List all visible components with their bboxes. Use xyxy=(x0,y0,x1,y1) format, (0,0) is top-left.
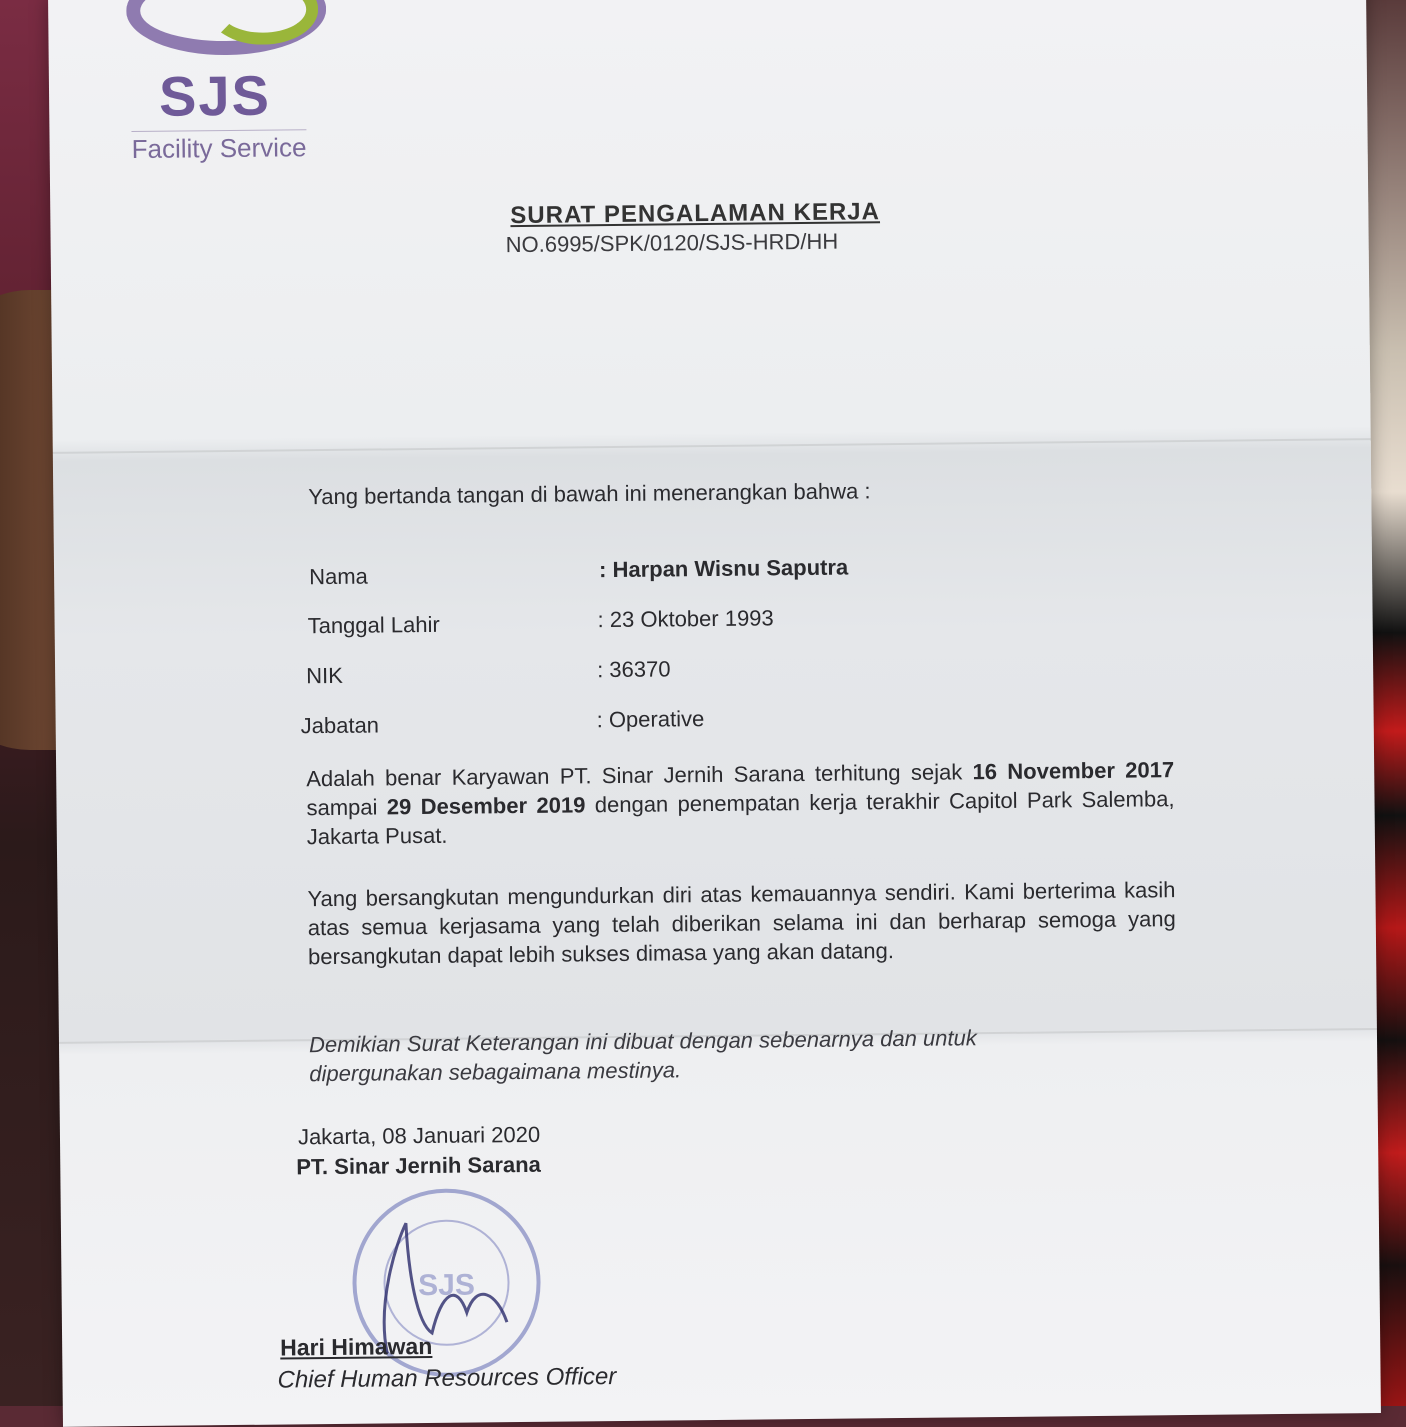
logo-name: SJS xyxy=(158,63,272,128)
employment-text-3: dengan penempatan kerja terakhir Capitol Park Salemba, Jakarta Pusat. xyxy=(306,786,1175,850)
logo-subtitle: Facility Service xyxy=(131,129,306,165)
field-label-nik: NIK xyxy=(306,662,343,689)
field-value-nik: : 36370 xyxy=(596,656,671,683)
paragraph-employment xyxy=(306,755,1175,851)
field-value-tanggal-lahir: : 23 Oktober 1993 xyxy=(597,605,774,633)
signer-name: Hari Himawan xyxy=(280,1332,433,1361)
signer-title: Chief Human Resources Officer xyxy=(277,1363,617,1394)
start-date: 16 November 2017 xyxy=(972,757,1175,785)
letter-number: NO.6995/SPK/0120/SJS-HRD/HH xyxy=(505,228,839,258)
end-date: 29 Desember 2019 xyxy=(386,792,586,820)
company-logo xyxy=(88,4,330,165)
field-label-jabatan: Jabatan xyxy=(300,712,380,739)
place-date: Jakarta, 08 Januari 2020 xyxy=(297,1121,541,1150)
svg-text:SJS: SJS xyxy=(418,1268,476,1303)
field-label-nama: Nama xyxy=(308,563,368,590)
field-value-jabatan: : Operative xyxy=(596,706,705,733)
letter-title: SURAT PENGALAMAN KERJA xyxy=(510,198,881,230)
employment-text-2: sampai xyxy=(306,794,378,821)
employment-text-1: Adalah benar Karyawan PT. Sinar Jernih Sarana terhitung sejak xyxy=(306,759,963,792)
paper-fold-line xyxy=(53,438,1371,454)
company-name: PT. Sinar Jernih Sarana xyxy=(296,1151,541,1180)
field-value-nama: : Harpan Wisnu Saputra xyxy=(598,554,849,583)
letter-paper xyxy=(48,0,1381,1427)
field-label-tanggal-lahir: Tanggal Lahir xyxy=(307,611,440,639)
paragraph-resignation: Yang bersangkutan mengundurkan diri atas kemauannya sendiri. Kami berterima kasih atas semua kerjasama yang telah diberikan selama ini dan berharap semoga yang bersangkutan dapat lebih sukses dimasa yang akan datang. xyxy=(307,877,1176,970)
letter-intro: Yang bertanda tangan di bawah ini menerangkan bahwa : xyxy=(308,478,871,510)
paragraph-closing: Demikian Surat Keterangan ini dibuat dengan sebenarnya dan untuk dipergunakan sebagaimana mestinya. xyxy=(308,1025,977,1087)
